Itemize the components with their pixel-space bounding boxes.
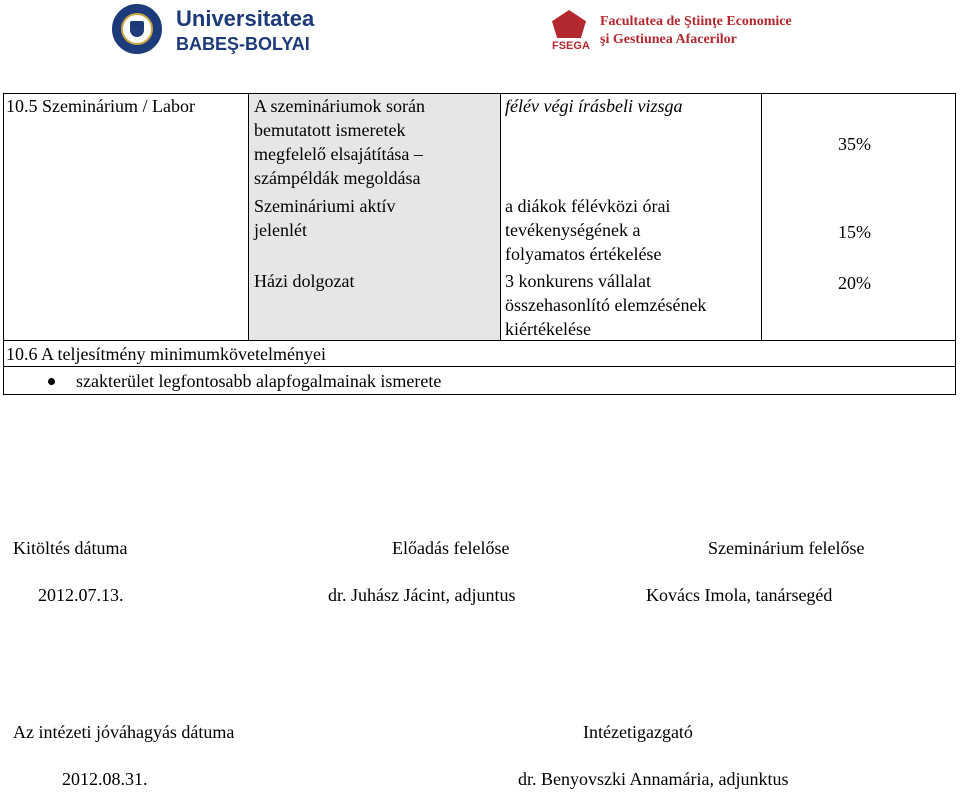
faculty-logo [552, 6, 812, 58]
method-3-line-2: összehasonlító elemzésének [505, 295, 707, 315]
university-logo [112, 2, 315, 58]
method-2-line-2: tevékenységének a [505, 220, 641, 240]
fill-date-value: 2012.07.13. [38, 585, 124, 605]
weight-2: 15% [838, 222, 871, 242]
criteria-3-line-1: Házi dolgozat [254, 271, 355, 291]
bullet-icon [48, 378, 55, 385]
criteria-1-line-4: számpéldák megoldása [254, 168, 421, 188]
faculty-name-line1: Facultatea de Ştiinţe Economice [600, 14, 792, 29]
approval-date-label: Az intézeti jóváhagyás dátuma [13, 722, 235, 742]
method-1-line-1: félév végi írásbeli vizsga [505, 96, 683, 116]
requirements-title: 10.6 A teljesítmény minimumkövetelményei [6, 344, 326, 364]
director-label: Intézetigazgató [583, 722, 693, 742]
fill-date-label: Kitöltés dátuma [13, 538, 128, 558]
requirements-item: szakterület legfontosabb alapfogalmainak ismerete [76, 371, 442, 391]
evaluation-table [3, 93, 956, 395]
method-2-line-3: folyamatos értékelése [505, 244, 662, 264]
university-name: Universitatea [176, 6, 315, 31]
director-name: dr. Benyovszki Annamária, adjunktus [518, 769, 789, 789]
criteria-1-line-1: A szemináriumok során [254, 96, 425, 116]
method-3-line-1: 3 konkurens vállalat [505, 271, 651, 291]
section-label: 10.5 Szeminárium / Labor [6, 96, 195, 116]
faculty-name-line2: şi Gestiunea Afacerilor [600, 32, 737, 47]
seminar-responsible-name: Kovács Imola, tanársegéd [646, 585, 833, 605]
seminar-responsible-label: Szeminárium felelőse [708, 538, 865, 558]
method-3-line-3: kiértékelése [505, 319, 591, 339]
criteria-1-line-2: bemutatott ismeretek [254, 120, 406, 140]
weight-3: 20% [838, 273, 871, 293]
lecture-responsible-name: dr. Juhász Jácint, adjuntus [328, 585, 516, 605]
approval-date-value: 2012.08.31. [62, 769, 148, 789]
criteria-1-line-3: megfelelő elsajátítása – [254, 144, 423, 164]
university-crest-icon [112, 4, 162, 54]
method-2-line-1: a diákok félévközi órai [505, 196, 671, 216]
lecture-responsible-label: Előadás felelőse [392, 538, 510, 558]
criteria-2-line-2: jelenlét [254, 220, 307, 240]
university-subname: BABEŞ-BOLYAI [176, 34, 310, 54]
fsega-emblem-icon [552, 10, 586, 38]
faculty-abbrev: FSEGA [552, 40, 590, 52]
weight-1: 35% [838, 134, 871, 154]
criteria-2-line-1: Szemináriumi aktív [254, 196, 396, 216]
